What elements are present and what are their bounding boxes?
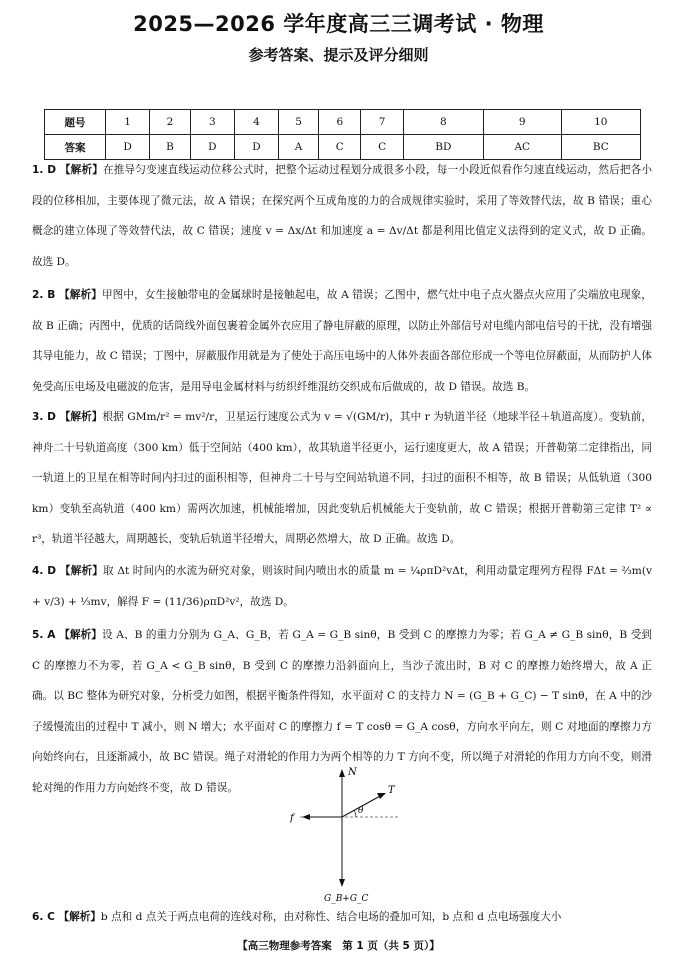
solution-label: 6. C 【解析】 xyxy=(32,911,101,923)
solution-label: 2. B 【解析】 xyxy=(32,289,102,301)
answer-cell: AC xyxy=(483,135,561,160)
answer-cell: BC xyxy=(561,135,640,160)
solution-text: 在推导匀变速直线运动位移公式时，把整个运动过程划分成很多小段，每一小段近似看作匀速直线运动，然后把各小段的位移相加，主要体现了微元法，故 A 错误；在探究两个互成角度的力的合成规律实验时，采用了等效替代法，故 B 错误；重心概念的建立体现了等效替代法，故 C 错误；速度 v = Δx/Δt 和加速度 a = Δv/Δt 都是利用比值定义法得到的定义式，故 D 正确。故选 D。 xyxy=(32,164,652,268)
page-subtitle: 参考答案、提示及评分细则 xyxy=(248,46,429,64)
angle-arc xyxy=(354,810,356,817)
solution-text: 取 Δt 时间内的水流为研究对象，则该时间内喷出水的质量 m = ¼ρπD²vΔt，利用动量定理列方程得 FΔt = ⅔m(v + v/3) + ⅓mv，解得 F = (11/36)ρπD²v²，故选 D。 xyxy=(32,565,652,608)
answer-cell: C xyxy=(361,135,403,160)
solution-text: 甲图中，女生接触带电的金属球时是接触起电，故 A 错误；乙图中，燃气灶中电子点火器点火应用了尖端放电现象，故 B 正确；丙图中，优质的话筒线外面包裹着金属外衣应用了静电屏蔽的原理，以防止外部信号对电缆内部电信号的干扰，没有增强其导电能力，故 C 错误；丁图中，屏蔽服作用就是为了使处于高压电场中的人体外表面各部位形成一个等电位屏蔽面，从而防护人体免受高压电场及电磁波的危害，是用导电金属材料与纺织纤维混纺交织成布后做成的，故 D 错误。故选 B。 xyxy=(32,289,652,393)
answer-cell: B xyxy=(150,135,191,160)
question-number: 8 xyxy=(403,110,483,135)
label-T: T xyxy=(388,785,395,796)
solution-label: 3. D 【解析】 xyxy=(32,411,103,423)
arrowhead-icon xyxy=(339,879,345,887)
table-row xyxy=(45,110,641,135)
solution-2 xyxy=(32,280,652,402)
question-number: 9 xyxy=(483,110,561,135)
label-theta: θ xyxy=(358,806,364,816)
question-number: 1 xyxy=(106,110,150,135)
solution-text: 根据 GMm/r² = mv²/r，卫星运行速度公式为 v = √(GM/r)，其中 r 为轨道半径（地球半径＋轨道高度）。变轨前，神舟二十号轨道高度（300 km）低于空间站（400 km），故其轨道半径更小，运行速度更大，故 A 错误；开普勒第二定律指出，同一轨道上的卫星在相等时间内扫过的面积相等，但神舟二十号与空间站轨道不同，扫过的面积不相等，故 B 错误；从低轨道（300 km）变轨至高轨道（400 km）需两次加速，机械能增加，因此变轨后机械能大于变轨前，故 C 错误；根据开普勒第三定律 T² ∝ r³，轨道半径越大，周期越长，变轨后轨道半径增大，周期必然增大，故 D 正确。故选 D。 xyxy=(32,411,652,545)
label-f: f xyxy=(290,813,294,824)
solution-3 xyxy=(32,402,652,555)
answer-cell: BD xyxy=(403,135,483,160)
answer-cell: C xyxy=(319,135,361,160)
row-header-number: 题号 xyxy=(45,110,106,135)
question-number: 10 xyxy=(561,110,640,135)
solution-text: 设 A、B 的重力分别为 G_A、G_B，若 G_A = G_B sinθ，B 受到 C 的摩擦力为零；若 G_A ≠ G_B sinθ，B 受到 C 的摩擦力不为零，若 G_A < G_B sinθ，B 受到 C 的摩擦力沿斜面向上，当沙子流出时，B 对 C 的摩擦力始终增大，故 A 正确。以 BC 整体为研究对象，分析受力如图，根据平衡条件得知，水平面对 C 的支持力 N = (G_B + G_C) − T sinθ，在 A 中的沙子缓慢流出的过程中 T 减小，则 N 增大；水平面对 C 的摩擦力 f = T cosθ = G_A cosθ，方向水平向左，则 C 对地面的摩擦力方向始终向右，且逐渐减小，故 BC 错误。绳子对滑轮的作用力为两个相等的力 T 方向不变，所以绳子对滑轮的作用力方向不变，则滑轮对绳的作用力方向始终不变，故 D 错误。 xyxy=(32,629,652,794)
answer-cell: D xyxy=(234,135,278,160)
page-footer: 【高三物理参考答案 第 1 页（共 5 页）】 xyxy=(237,940,440,952)
question-number: 5 xyxy=(278,110,318,135)
question-number: 4 xyxy=(234,110,278,135)
solution-label: 1. D 【解析】 xyxy=(32,164,103,176)
label-N: N xyxy=(348,767,357,778)
force-diagram xyxy=(290,765,410,905)
page-title: 2025—2026 学年度高三三调考试 · 物理 xyxy=(133,12,544,36)
solution-label: 5. A 【解析】 xyxy=(32,629,103,641)
solution-1 xyxy=(32,155,652,277)
question-number: 3 xyxy=(190,110,234,135)
row-header-answer: 答案 xyxy=(45,135,106,160)
label-gravity: G_B+G_C xyxy=(324,894,369,904)
arrowhead-icon xyxy=(302,814,310,820)
question-number: 7 xyxy=(361,110,403,135)
solution-text: b 点和 d 点关于两点电荷的连线对称，由对称性、结合电场的叠加可知，b 点和 d 点电场强度大小 xyxy=(100,911,562,923)
question-number: 2 xyxy=(150,110,191,135)
solution-label: 4. D 【解析】 xyxy=(32,565,103,577)
solution-4 xyxy=(32,556,652,617)
solution-6 xyxy=(32,902,652,933)
answer-cell: D xyxy=(106,135,150,160)
answer-cell: A xyxy=(278,135,318,160)
arrowhead-icon xyxy=(339,769,345,777)
answer-cell: D xyxy=(190,135,234,160)
answer-table xyxy=(44,109,641,160)
arrowhead-icon xyxy=(377,793,386,799)
question-number: 6 xyxy=(319,110,361,135)
